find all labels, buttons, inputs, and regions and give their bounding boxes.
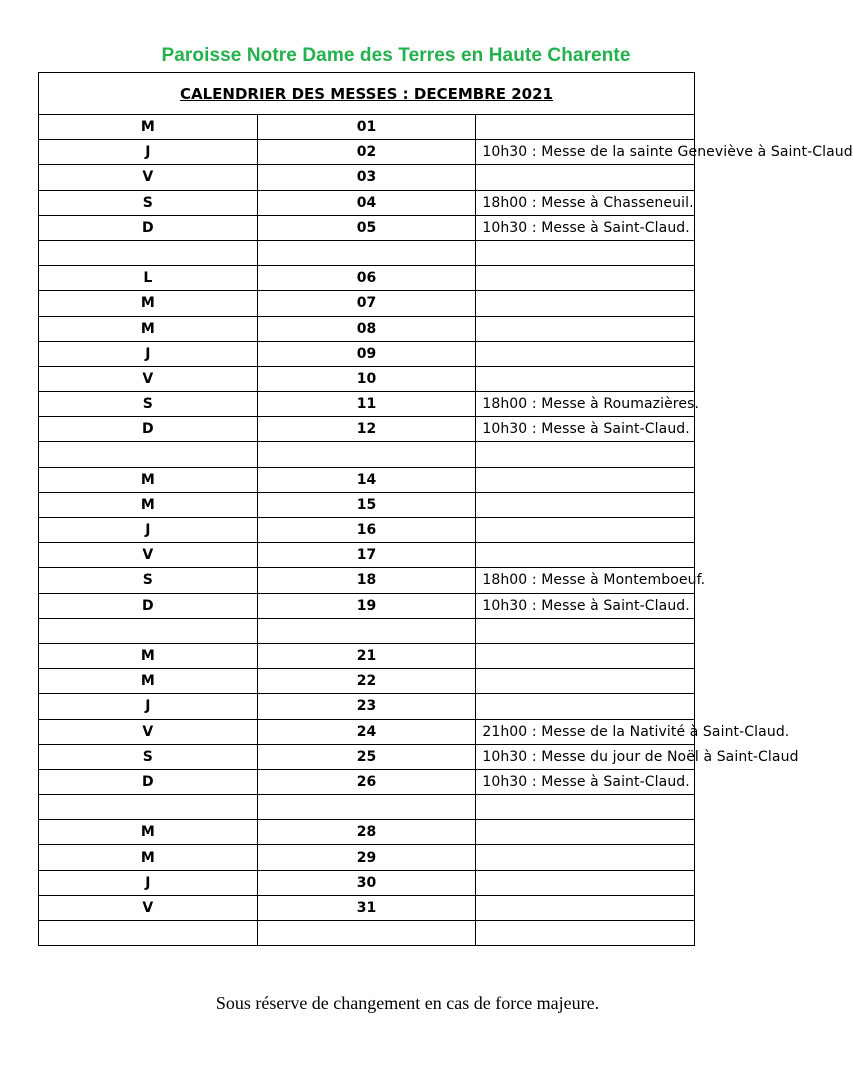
calendar-row (39, 165, 695, 190)
day-number: 15 (257, 492, 476, 517)
day-number (257, 442, 476, 467)
mass-event: 10h30 : Messe du jour de Noël à Saint-Claud (476, 744, 695, 769)
mass-event (476, 467, 695, 492)
mass-event (476, 795, 695, 820)
calendar-row (39, 895, 695, 920)
day-letter: M (39, 115, 258, 140)
mass-event: 10h30 : Messe à Saint-Claud. (476, 417, 695, 442)
day-letter: V (39, 895, 258, 920)
calendar-spacer-row (39, 618, 695, 643)
day-letter: S (39, 744, 258, 769)
calendar-row (39, 669, 695, 694)
day-number: 23 (257, 694, 476, 719)
mass-event (476, 870, 695, 895)
day-number: 06 (257, 266, 476, 291)
calendar-row (39, 518, 695, 543)
calendar-row (39, 291, 695, 316)
day-letter: L (39, 266, 258, 291)
mass-event: 18h00 : Messe à Chasseneuil. (476, 190, 695, 215)
mass-event (476, 266, 695, 291)
mass-event (476, 618, 695, 643)
calendar-spacer-row (39, 921, 695, 946)
day-letter: D (39, 417, 258, 442)
day-letter: J (39, 140, 258, 165)
mass-event: 10h30 : Messe à Saint-Claud. (476, 769, 695, 794)
day-number: 08 (257, 316, 476, 341)
mass-event: 10h30 : Messe à Saint-Claud. (476, 215, 695, 240)
calendar-row (39, 643, 695, 668)
calendar-row (39, 215, 695, 240)
day-number: 12 (257, 417, 476, 442)
day-letter: M (39, 820, 258, 845)
day-number: 03 (257, 165, 476, 190)
calendar-row (39, 366, 695, 391)
calendar-row (39, 543, 695, 568)
mass-event (476, 165, 695, 190)
day-number: 29 (257, 845, 476, 870)
mass-event: 10h30 : Messe de la sainte Geneviève à Saint-Claud (476, 140, 695, 165)
day-number: 30 (257, 870, 476, 895)
footer-note: Sous réserve de changement en cas de force majeure. (215, 993, 600, 1013)
calendar-row (39, 266, 695, 291)
calendar-spacer-row (39, 442, 695, 467)
mass-event (476, 316, 695, 341)
day-letter (39, 921, 258, 946)
day-letter (39, 795, 258, 820)
day-letter: V (39, 719, 258, 744)
day-letter: M (39, 291, 258, 316)
mass-event: 21h00 : Messe de la Nativité à Saint-Claud. (476, 719, 695, 744)
day-letter (39, 240, 258, 265)
calendar-row (39, 316, 695, 341)
mass-event (476, 366, 695, 391)
mass-event (476, 820, 695, 845)
day-number: 09 (257, 341, 476, 366)
calendar-title: CALENDRIER DES MESSES : DECEMBRE 2021 (39, 73, 695, 115)
calendar-row (39, 694, 695, 719)
day-number: 21 (257, 643, 476, 668)
day-number: 11 (257, 392, 476, 417)
day-letter: J (39, 518, 258, 543)
mass-event (476, 845, 695, 870)
calendar-row (39, 744, 695, 769)
mass-event (476, 115, 695, 140)
day-number: 05 (257, 215, 476, 240)
calendar-spacer-row (39, 240, 695, 265)
calendar-row (39, 467, 695, 492)
day-number: 24 (257, 719, 476, 744)
calendar-row (39, 820, 695, 845)
day-letter: D (39, 215, 258, 240)
day-letter: M (39, 316, 258, 341)
parish-title: Paroisse Notre Dame des Terres en Haute Charente (161, 45, 631, 66)
calendar-body (39, 73, 853, 946)
calendar-row (39, 719, 695, 744)
day-letter: V (39, 543, 258, 568)
day-letter: J (39, 341, 258, 366)
calendar-row (39, 115, 695, 140)
mass-event (476, 543, 695, 568)
day-number: 31 (257, 895, 476, 920)
day-number: 17 (257, 543, 476, 568)
day-number: 26 (257, 769, 476, 794)
calendar-row (39, 769, 695, 794)
calendar-header-row (39, 73, 695, 115)
mass-event: 18h00 : Messe à Montemboeuf. (476, 568, 695, 593)
day-number: 14 (257, 467, 476, 492)
day-number: 28 (257, 820, 476, 845)
day-letter: V (39, 366, 258, 391)
day-number: 10 (257, 366, 476, 391)
day-letter: J (39, 870, 258, 895)
day-letter: M (39, 492, 258, 517)
mass-event: 10h30 : Messe à Saint-Claud. (476, 593, 695, 618)
calendar-row (39, 417, 695, 442)
day-number: 07 (257, 291, 476, 316)
day-letter: V (39, 165, 258, 190)
day-letter: D (39, 769, 258, 794)
day-number: 25 (257, 744, 476, 769)
day-number: 02 (257, 140, 476, 165)
calendar-row (39, 568, 695, 593)
day-number: 18 (257, 568, 476, 593)
day-letter (39, 618, 258, 643)
day-letter: M (39, 467, 258, 492)
day-letter: M (39, 669, 258, 694)
day-number: 19 (257, 593, 476, 618)
mass-event (476, 240, 695, 265)
day-number (257, 921, 476, 946)
day-letter: M (39, 845, 258, 870)
calendar-row (39, 190, 695, 215)
day-number (257, 240, 476, 265)
mass-event (476, 341, 695, 366)
calendar-spacer-row (39, 795, 695, 820)
day-number (257, 618, 476, 643)
calendar-row (39, 341, 695, 366)
day-letter: S (39, 392, 258, 417)
calendar-row (39, 845, 695, 870)
calendar-row (39, 593, 695, 618)
day-letter: J (39, 694, 258, 719)
day-number: 16 (257, 518, 476, 543)
mass-event (476, 518, 695, 543)
mass-event (476, 492, 695, 517)
mass-event: 18h00 : Messe à Roumazières. (476, 392, 695, 417)
day-letter: D (39, 593, 258, 618)
day-number: 04 (257, 190, 476, 215)
mass-event (476, 643, 695, 668)
mass-event (476, 694, 695, 719)
day-letter (39, 442, 258, 467)
calendar-row (39, 870, 695, 895)
day-letter: S (39, 568, 258, 593)
mass-event (476, 895, 695, 920)
calendar-row (39, 392, 695, 417)
mass-event (476, 921, 695, 946)
day-number (257, 795, 476, 820)
mass-event (476, 442, 695, 467)
day-number: 01 (257, 115, 476, 140)
day-letter: S (39, 190, 258, 215)
calendar-row (39, 140, 695, 165)
mass-event (476, 669, 695, 694)
mass-calendar-table (38, 72, 853, 946)
day-number: 22 (257, 669, 476, 694)
mass-event (476, 291, 695, 316)
calendar-row (39, 492, 695, 517)
day-letter: M (39, 643, 258, 668)
